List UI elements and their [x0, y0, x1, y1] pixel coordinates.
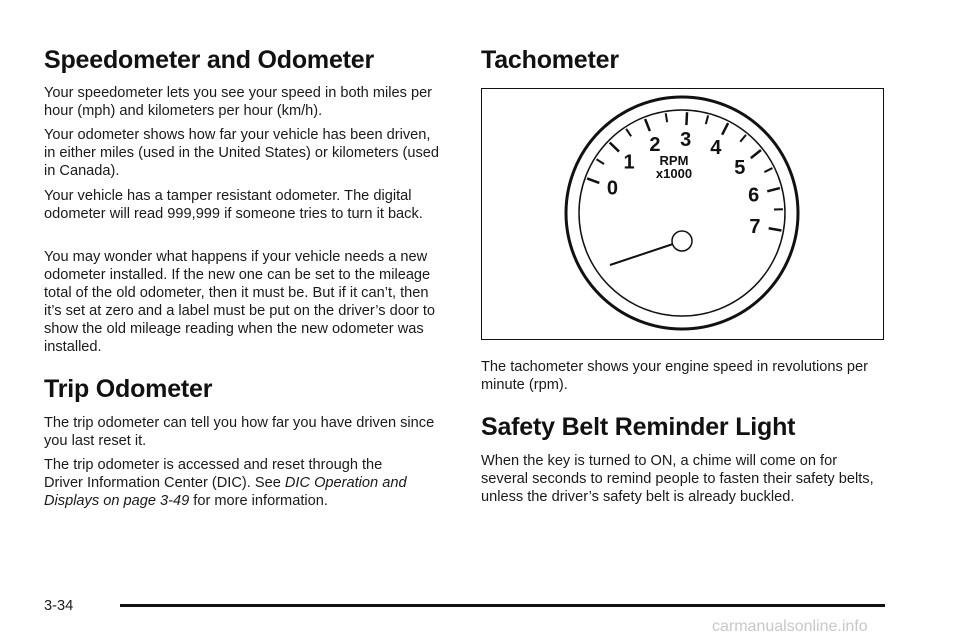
trip-dic-text: The trip odometer is accessed and reset through the Driver Information Center (DIC). See [44, 457, 383, 491]
gauge-needle-hub [672, 231, 692, 251]
gauge-number: 5 [734, 156, 746, 179]
gauge-tick [666, 113, 667, 122]
trip-dic-text-end: for more information. [189, 493, 328, 509]
dic-operation-link[interactable]: DIC Operation and Displays on page 3-49 [44, 475, 407, 509]
gauge-number: 0 [606, 177, 619, 200]
gauge-tick [767, 188, 780, 191]
gauge-tick [769, 228, 782, 230]
heading-safety-belt-reminder: Safety Belt Reminder Light [481, 413, 796, 441]
footer-rule [120, 604, 885, 607]
paragraph-speedometer-units: Your speedometer lets you see your speed in both miles per hour (mph) and kilometers per hour (km/h). [44, 85, 433, 119]
gauge-numbers [607, 129, 761, 238]
gauge-tick [645, 119, 650, 131]
tachometer-gauge [482, 89, 882, 338]
gauge-number: 3 [680, 129, 692, 152]
heading-tachometer: Tachometer [481, 46, 619, 74]
tachometer-illustration [481, 88, 884, 340]
paragraph-trip-odometer: The trip odometer can tell you how far you have driven since you last reset it. [44, 415, 435, 449]
paragraph-new-odometer: You may wonder what happens if your vehicle needs a new odometer installed. If the new one can be set to the mileage total of the old odometer, then it must be. But if it can’t, then it’s set at zero and a label must be put on the driver’s door to show the old mileage reading when the new odometer was installed. [44, 249, 436, 355]
gauge-tick [722, 123, 728, 135]
paragraph-tachometer: The tachometer shows your engine speed in revolutions per minute (rpm). [481, 359, 868, 393]
page-number: 3-34 [44, 598, 74, 614]
heading-trip-odometer: Trip Odometer [44, 375, 213, 403]
gauge-number: 4 [710, 137, 722, 160]
gauge-tick [626, 129, 631, 136]
gauge-number: 6 [748, 184, 760, 207]
gauge-needle [610, 241, 682, 265]
gauge-tick [740, 135, 746, 142]
gauge-unit-x1000: x1000 [655, 166, 693, 181]
gauge-number: 1 [623, 151, 635, 174]
gauge-tick [751, 150, 761, 158]
paragraph-tamper-resistant: Your vehicle has a tamper resistant odometer. The digital odometer will read 999,999 if someone tries to turn it back. [44, 188, 423, 222]
gauge-tick [764, 168, 772, 172]
paragraph-trip-dic [44, 456, 424, 510]
heading-speedometer-odometer: Speedometer and Odometer [44, 46, 375, 74]
gauge-tick [610, 142, 619, 151]
watermark: carmanualsonline.info [712, 618, 868, 635]
gauge-number: 7 [749, 215, 761, 238]
gauge-tick [596, 159, 604, 164]
paragraph-odometer-distance: Your odometer shows how far your vehicle has been driven, in either miles (used in the United States) or kilometers (used in Canada). [44, 127, 440, 179]
gauge-tick [587, 178, 599, 182]
gauge-unit-rpm: RPM [659, 153, 689, 168]
gauge-tick [706, 115, 708, 124]
gauge-number: 2 [649, 134, 661, 157]
gauge-tick [686, 112, 687, 125]
paragraph-safety-belt: When the key is turned to ON, a chime will come on for several seconds to remind people to fasten their safety belts, unless the driver’s safety belt is already buckled. [481, 453, 874, 505]
